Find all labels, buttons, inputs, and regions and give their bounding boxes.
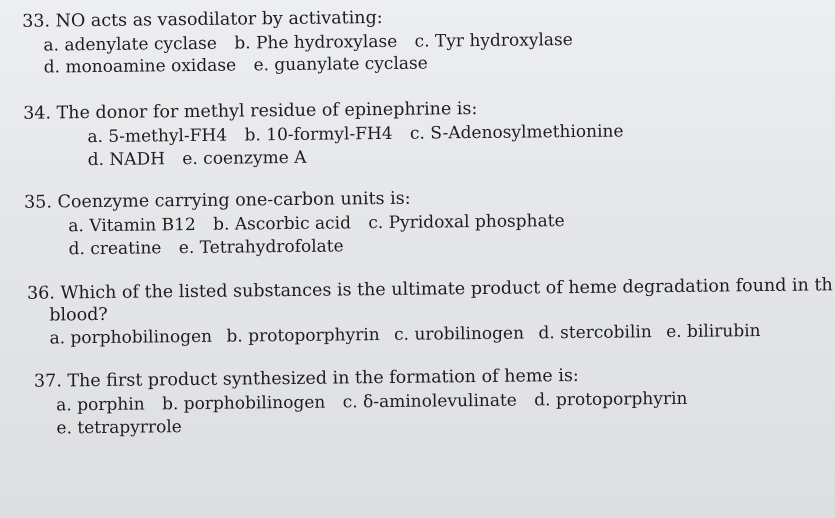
option: c. Pyridoxal phosphate xyxy=(368,211,565,234)
option: e. Tetrahydrofolate xyxy=(178,236,344,259)
question-stem-continued: blood? xyxy=(49,304,108,326)
option: a. porphobilinogen xyxy=(49,326,213,349)
question-stem: 37. The first product synthesized in the formation of heme is: xyxy=(33,365,579,392)
option: b. 10-formyl-FH4 xyxy=(244,123,393,146)
option-row xyxy=(88,148,319,170)
option: a. 5-methyl-FH4 xyxy=(87,125,228,148)
option: c. S-Adenosylmethionine xyxy=(409,121,624,144)
option: b. protoporphyrin xyxy=(226,325,380,347)
option: b. porphobilinogen xyxy=(161,392,326,415)
option: e. tetrapyrrole xyxy=(56,417,182,439)
option-row xyxy=(69,236,356,259)
option: d. monoamine oxidase xyxy=(43,55,237,78)
option: d. protoporphyrin xyxy=(534,388,688,411)
option: d. stercobilin xyxy=(538,322,652,344)
option: b. Phe hydroxylase xyxy=(234,31,398,54)
option: e. guanylate cyclase xyxy=(253,53,428,76)
option: a. adenylate cyclase xyxy=(43,33,218,56)
option-row xyxy=(49,321,760,348)
option: e. bilirubin xyxy=(666,321,761,343)
option: c. Tyr hydroxylase xyxy=(414,30,573,52)
option: c. urobilinogen xyxy=(393,323,525,345)
option-row xyxy=(43,30,584,56)
option: a. Vitamin B12 xyxy=(68,214,196,237)
option: d. creatine xyxy=(68,238,162,260)
option: b. Ascorbic acid xyxy=(213,213,352,235)
option-row xyxy=(56,417,194,438)
option: a. porphin xyxy=(56,394,145,416)
question-stem: 36. Which of the listed substances is the ultimate product of heme degradation found in th xyxy=(26,275,833,304)
option: e. coenzyme A xyxy=(182,147,307,170)
question-stem: 33. NO acts as vasodilator by activating: xyxy=(22,7,383,32)
option-row xyxy=(87,121,635,147)
option-row xyxy=(56,389,699,416)
question-stem: 34. The donor for methyl residue of epinephrine is: xyxy=(23,99,478,124)
option-row xyxy=(68,211,576,236)
option: d. NADH xyxy=(87,149,166,171)
option: c. δ-aminolevulinate xyxy=(342,390,517,413)
question-stem: 35. Coenzyme carrying one-carbon units is: xyxy=(24,188,411,213)
option-row xyxy=(44,53,440,77)
